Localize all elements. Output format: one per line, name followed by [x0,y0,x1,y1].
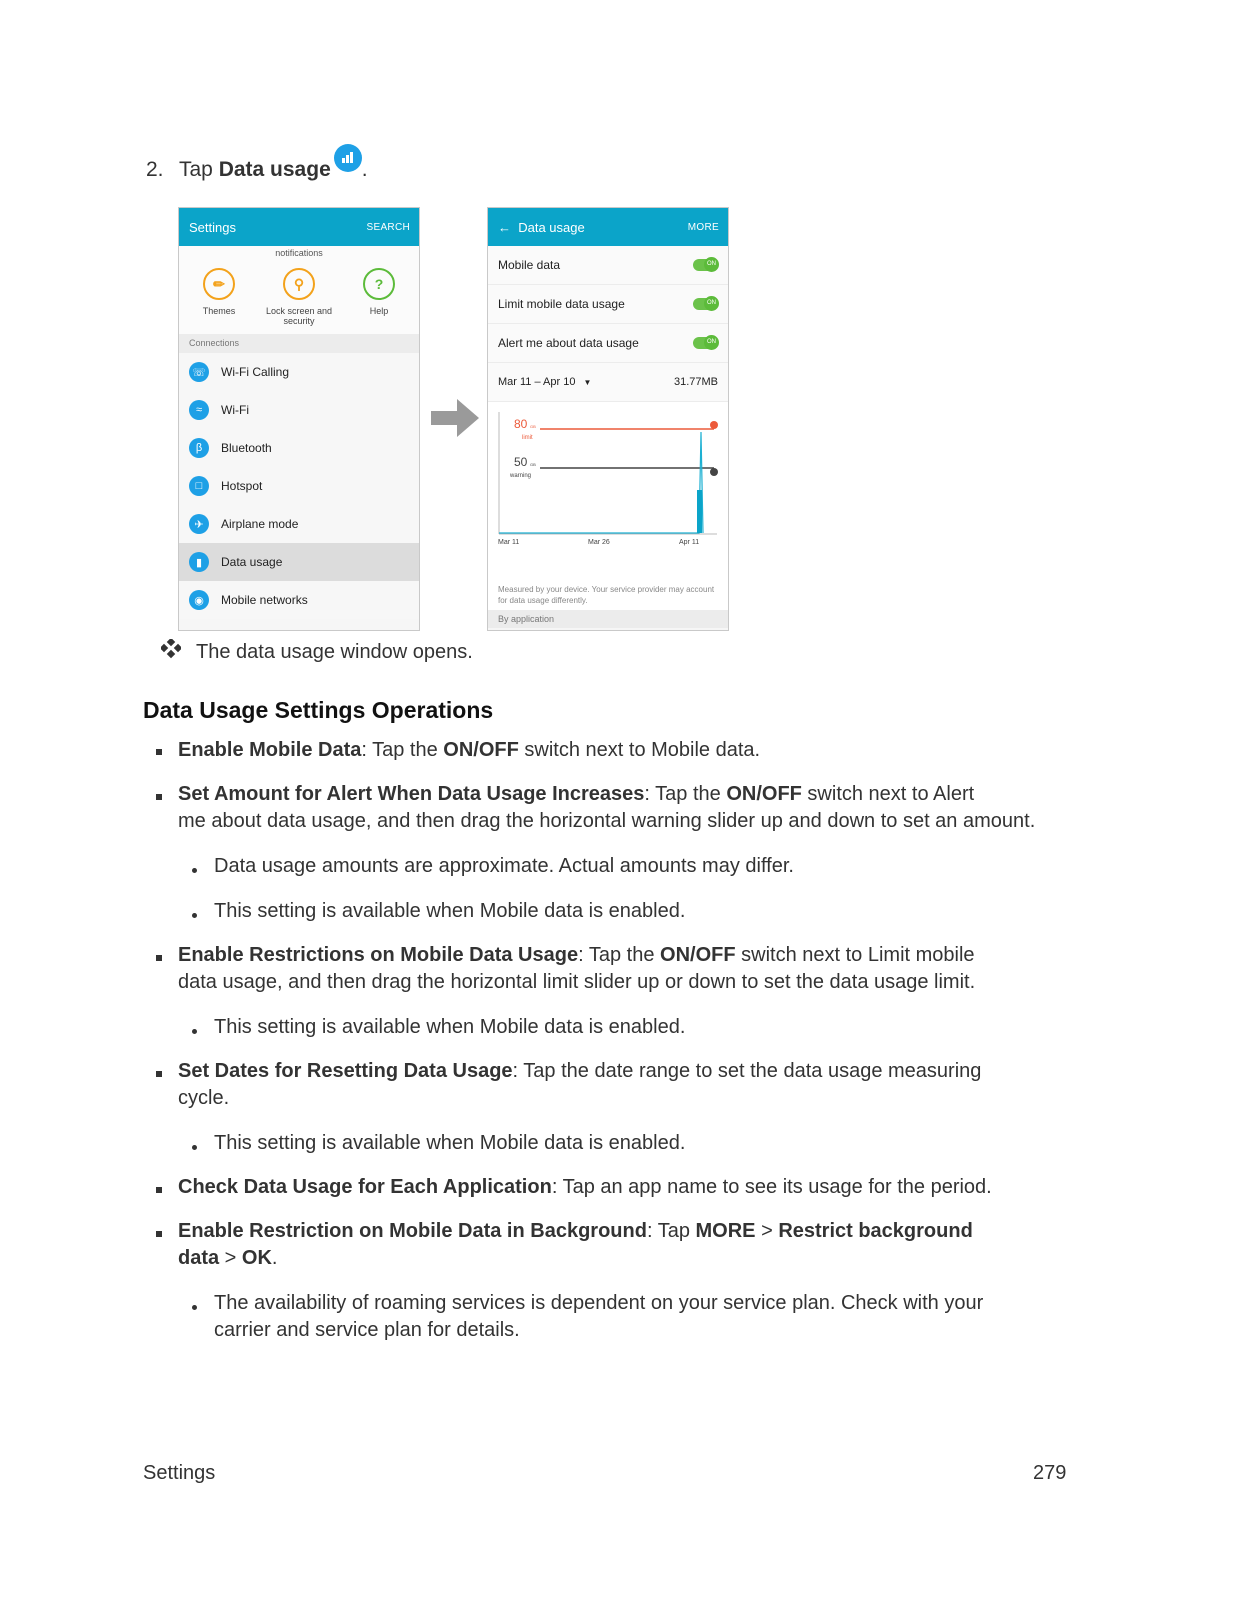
tile-help[interactable]: ? Help [340,268,418,316]
usage-chart [488,402,728,580]
warning-unit: GB [530,462,536,467]
step-bold: Data usage [218,158,331,181]
warning-value: 50 [514,455,528,469]
tile-themes[interactable]: ✏ Themes [180,268,258,316]
data-usage-icon [334,144,362,172]
question-icon: ? [363,268,395,300]
bullet-check-per-app: Check Data Usage for Each Application: Tap an app name to see its usage for the period. [178,1176,992,1198]
step-number: 2. [146,158,164,181]
search-action[interactable]: SEARCH [366,221,410,233]
bullet-square [156,1187,162,1193]
usage-line [499,432,703,533]
bullet-enable-mobile-data: Enable Mobile Data: Tap the ON/OFF switch next to Mobile data. [178,739,761,761]
row-alert-data-usage[interactable]: Alert me about data usage ON [488,324,728,363]
bullet-square [156,1231,162,1237]
page-number: 279 [1033,1462,1067,1484]
settings-item-airplane[interactable]: ✈ Airplane mode [179,505,419,543]
bullet-dot [192,868,197,873]
x-label-end: Apr 11 [679,539,700,546]
data-usage-screenshot [487,207,729,631]
chevron-down-icon: ▼ [583,378,592,387]
settings-tiles [179,246,419,334]
result-text: The data usage window opens. [196,641,473,663]
bluetooth-icon: β [189,438,209,458]
bullet-set-dates: Set Dates for Resetting Data Usage: Tap the date range to set the data usage measuring cycle. [178,1060,982,1109]
limit-toggle[interactable]: ON [693,298,718,310]
bullet-set-alert-amount: Set Amount for Alert When Data Usage Increases: Tap the ON/OFF switch next to Alert me about data usage, and then drag the horizontal warning slider up and down to set an amount. [178,783,1036,832]
partial-label: notifications [275,248,323,258]
wifi-icon: ≈ [189,400,209,420]
sub-bullet-available-1: This setting is available when Mobile data is enabled. [214,900,686,922]
limit-handle [710,421,718,429]
sub-bullet-available-3: This setting is available when Mobile data is enabled. [214,1132,686,1154]
wifi-calling-icon: ☏ [189,362,209,382]
settings-appbar [179,208,419,246]
usage-total: 31.77MB [673,376,718,388]
settings-screenshot [178,207,420,631]
bullet-dot [192,1029,197,1034]
step-instruction: 2. Tap Data usage . [146,150,368,182]
usage-bar [697,490,702,533]
bullet-square [156,749,162,755]
bullet-dot [192,1305,197,1310]
settings-item-mobile-networks[interactable]: ◉ Mobile networks [179,581,419,619]
bullet-dot [192,913,197,918]
lock-icon: ⚲ [283,268,315,300]
settings-item-wifi-calling[interactable]: ☏ Wi-Fi Calling [179,353,419,391]
row-date-range[interactable] [488,363,728,402]
bullet-enable-restrictions: Enable Restrictions on Mobile Data Usage: Tap the ON/OFF switch next to Limit mobile data usage, and then drag the horizontal limit slider up or down to set the data usage limit. [178,944,976,993]
settings-title: Settings [189,219,236,235]
x-label-start: Mar 11 [498,539,520,546]
warning-label: warning [510,473,532,479]
mobile-networks-icon: ◉ [189,590,209,610]
airplane-icon: ✈ [189,514,209,534]
settings-item-hotspot[interactable]: □ Hotspot [179,467,419,505]
result-diamond-icon [161,639,181,659]
tile-lock-screen[interactable]: ⚲ Lock screen and security [260,268,338,326]
data-usage-icon: ▮ [189,552,209,572]
brush-icon: ✏ [203,268,235,300]
bullet-square [156,955,162,961]
footer-section: Settings [143,1462,216,1484]
hotspot-icon: □ [189,476,209,496]
alert-toggle[interactable]: ON [693,337,718,349]
bullet-dot [192,1145,197,1150]
row-mobile-data[interactable]: Mobile data ON [488,246,728,285]
sub-bullet-roaming: The availability of roaming services is dependent on your service plan. Check with your carrier and service plan for details. [214,1292,984,1341]
settings-item-wifi[interactable]: ≈ Wi-Fi [179,391,419,429]
limit-unit: GB [530,424,536,429]
back-arrow-icon[interactable]: ← [498,219,511,235]
date-range: Mar 11 – Apr 10 [498,376,576,388]
settings-item-data-usage[interactable]: ▮ Data usage [179,543,419,581]
section-connections: Connections [179,334,419,353]
sub-bullet-approximate: Data usage amounts are approximate. Actual amounts may differ. [214,855,794,877]
measurement-note: Measured by your device. Your service provider may account for data usage differently. [488,580,728,610]
row-limit-mobile-data[interactable]: Limit mobile data usage ON [488,285,728,324]
section-heading: Data Usage Settings Operations [143,697,494,723]
x-label-mid: Mar 26 [588,539,610,546]
more-action[interactable]: MORE [687,221,719,233]
sub-bullet-available-2: This setting is available when Mobile data is enabled. [214,1016,686,1038]
settings-item-bluetooth[interactable]: β Bluetooth [179,429,419,467]
data-usage-title: Data usage [518,219,585,235]
limit-value: 80 [514,417,528,431]
bullet-square [156,794,162,800]
arrow-right-icon [431,399,479,437]
warning-handle [710,468,718,476]
bullet-square [156,1071,162,1077]
by-application-header: By application [488,610,728,628]
limit-label: limit [522,435,533,441]
data-usage-appbar [488,208,728,246]
bullet-restrict-background: Enable Restriction on Mobile Data in Background: Tap MORE > Restrict background data > OK. [178,1220,973,1269]
mobile-data-toggle[interactable]: ON [693,259,718,271]
